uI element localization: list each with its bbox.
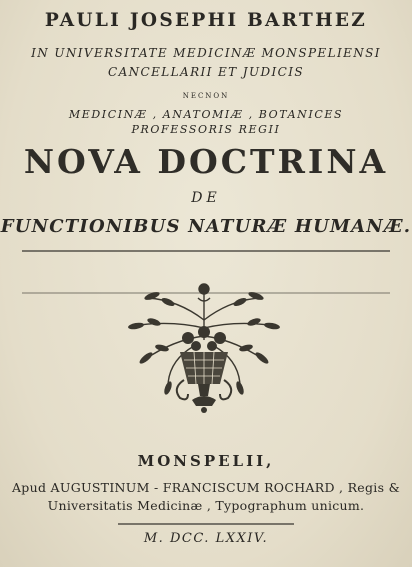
subject-title: FUNCTIONIBUS NATURÆ HUMANÆ. bbox=[0, 216, 412, 237]
printer-line-2: Universitatis Medicinæ , Typographum unicum. bbox=[47, 498, 365, 513]
floral-basket-ornament bbox=[118, 280, 290, 416]
fields-line: MEDICINÆ , ANATOMIÆ , BOTANICES bbox=[68, 108, 344, 121]
main-title: NOVA DOCTRINA bbox=[23, 142, 389, 181]
affiliation-line-2: CANCELLARII ET JUDICIS bbox=[107, 65, 305, 79]
de-text: DE bbox=[191, 190, 221, 206]
place-of-publication: MONSPELII, bbox=[137, 452, 275, 470]
affiliation-line-1: IN UNIVERSITATE MEDICINÆ MONSPELIENSI bbox=[31, 46, 381, 60]
publication-date: M. DCC. LXXIV. bbox=[143, 531, 269, 546]
professor-line: PROFESSORIS REGII bbox=[131, 123, 281, 136]
printer-line-1: Apud AUGUSTINUM - FRANCISCUM ROCHARD , Regis & bbox=[11, 480, 401, 495]
necnon-text: NECNON bbox=[182, 92, 230, 100]
top-rule bbox=[22, 250, 390, 252]
author-name: PAULI JOSEPHI BARTHEZ bbox=[44, 10, 368, 31]
bottom-rule bbox=[118, 523, 294, 525]
